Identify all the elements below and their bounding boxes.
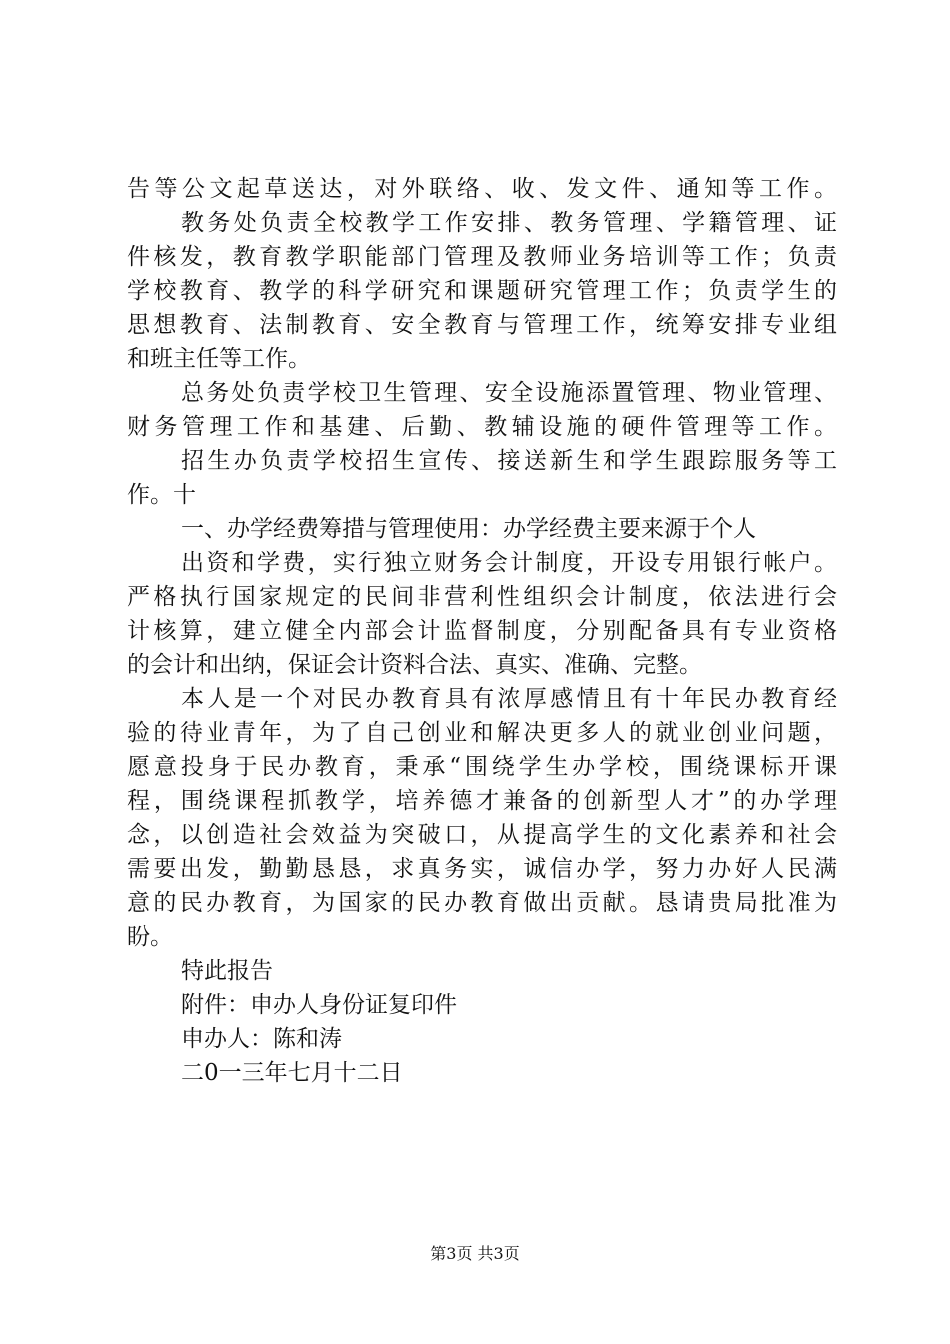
- text-line: 教务处负责全校教学工作安排、教务管理、学籍管理、证: [181, 210, 837, 236]
- text-line: 告等公文起草送达，对外联络、收、发文件、通知等工作。: [127, 176, 837, 202]
- page-number: 第3页 共3页: [430, 1244, 520, 1263]
- applicant-line: 申办人：陈和涛: [181, 1026, 342, 1052]
- attachment-line: 附件：申办人身份证复印件: [181, 992, 457, 1018]
- text-line: 总务处负责学校卫生管理、安全设施添置管理、物业管理、: [181, 380, 837, 406]
- text-line: 计核算，建立健全内部会计监督制度，分别配备具有专业资格: [127, 618, 837, 644]
- page-footer: [0, 1242, 950, 1266]
- text-line: 程，围绕课程抓教学，培养德才兼备的创新型人才”的办学理: [127, 788, 837, 814]
- text-line: 验的待业青年，为了自己创业和解决更多人的就业创业问题，: [127, 720, 837, 746]
- text-line: 本人是一个对民办教育具有浓厚感情且有十年民办教育经: [181, 686, 837, 712]
- date-line: 二0一三年七月十二日: [181, 1060, 403, 1086]
- text-line: 思想教育、法制教育、安全教育与管理工作，统筹安排专业组: [127, 312, 837, 338]
- text-line: 愿意投身于民办教育，秉承“围绕学生办学校，围绕课标开课: [127, 754, 837, 780]
- text-line: 的会计和出纳，保证会计资料合法、真实、准确、完整。: [127, 652, 702, 678]
- text-line: 盼。: [127, 924, 173, 950]
- text-line: 学校教育、教学的科学研究和课题研究管理工作；负责学生的: [127, 278, 837, 304]
- text-line: 招生办负责学校招生宣传、接送新生和学生跟踪服务等工: [181, 448, 837, 474]
- text-line: 需要出发，勤勤恳恳，求真务实，诚信办学，努力办好人民满: [127, 856, 837, 882]
- section-heading: 一、办学经费筹措与管理使用：办学经费主要来源于个人: [181, 516, 756, 542]
- text-line: 出资和学费，实行独立财务会计制度，开设专用银行帐户。: [181, 550, 837, 576]
- text-line: 严格执行国家规定的民间非营利性组织会计制度，依法进行会: [127, 584, 837, 610]
- text-line: 和班主任等工作。: [127, 346, 311, 372]
- closing-line: 特此报告: [181, 958, 273, 984]
- text-line: 念，以创造社会效益为突破口，从提高学生的文化素养和社会: [127, 822, 837, 848]
- text-line: 财务管理工作和基建、后勤、教辅设施的硬件管理等工作。: [127, 414, 837, 440]
- text-line: 件核发，教育教学职能部门管理及教师业务培训等工作；负责: [127, 244, 837, 270]
- document-body: [127, 172, 837, 1090]
- text-line: 意的民办教育，为国家的民办教育做出贡献。恳请贵局批准为: [127, 890, 837, 916]
- text-line: 作。十: [127, 482, 196, 508]
